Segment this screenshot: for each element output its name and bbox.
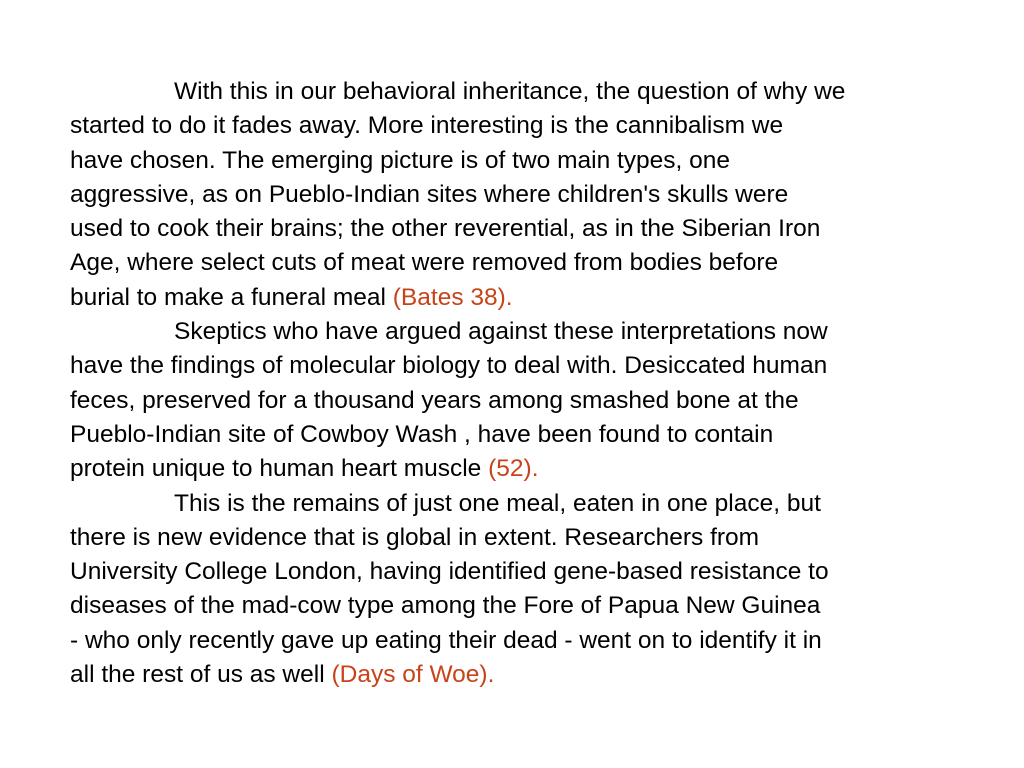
paragraph-line: This is the remains of just one meal, eaten in one place, but [174, 489, 821, 517]
paragraph-2 [70, 315, 960, 486]
paragraph-line [70, 658, 960, 692]
citation-bates: (Bates 38). [392, 283, 513, 311]
citation-days-of-woe: (Days of Woe). [331, 661, 495, 689]
body-text [70, 75, 960, 692]
paragraph-1 [70, 75, 960, 315]
paragraph-line: used to cook their brains; the other reverential, as in the Siberian Iron [70, 215, 821, 243]
paragraph-line: Skeptics who have argued against these interpretations now [174, 318, 828, 346]
paragraph-line: have the findings of molecular biology to deal with. Desiccated human [70, 352, 828, 380]
citation-52: (52). [488, 455, 539, 483]
paragraph-3 [70, 487, 960, 693]
paragraph-line: aggressive, as on Pueblo-Indian sites where children's skulls were [70, 180, 789, 208]
paragraph-line: there is new evidence that is global in extent. Researchers from [70, 523, 760, 551]
paragraph-line: feces, preserved for a thousand years among smashed bone at the [70, 386, 799, 414]
paragraph-line: started to do it fades away. More interesting is the cannibalism we [70, 112, 784, 140]
line-text: all the rest of us as well [70, 661, 325, 689]
line-text: protein unique to human heart muscle [70, 455, 482, 483]
paragraph-line: - who only recently gave up eating their dead - went on to identify it in [70, 626, 822, 654]
paragraph-line [70, 452, 960, 486]
paragraph-line: Pueblo-Indian site of Cowboy Wash , have been found to contain [70, 420, 774, 448]
paragraph-line: University College London, having identified gene-based resistance to [70, 558, 829, 586]
paragraph-line: diseases of the mad-cow type among the Fore of Papua New Guinea [70, 592, 821, 620]
paragraph-line: With this in our behavioral inheritance, the question of why we [174, 78, 846, 105]
paragraph-line: Age, where select cuts of meat were removed from bodies before [70, 249, 779, 277]
line-text: burial to make a funeral meal [70, 283, 386, 311]
paragraph-line: have chosen. The emerging picture is of two main types, one [70, 146, 731, 174]
paragraph-line [70, 281, 960, 315]
